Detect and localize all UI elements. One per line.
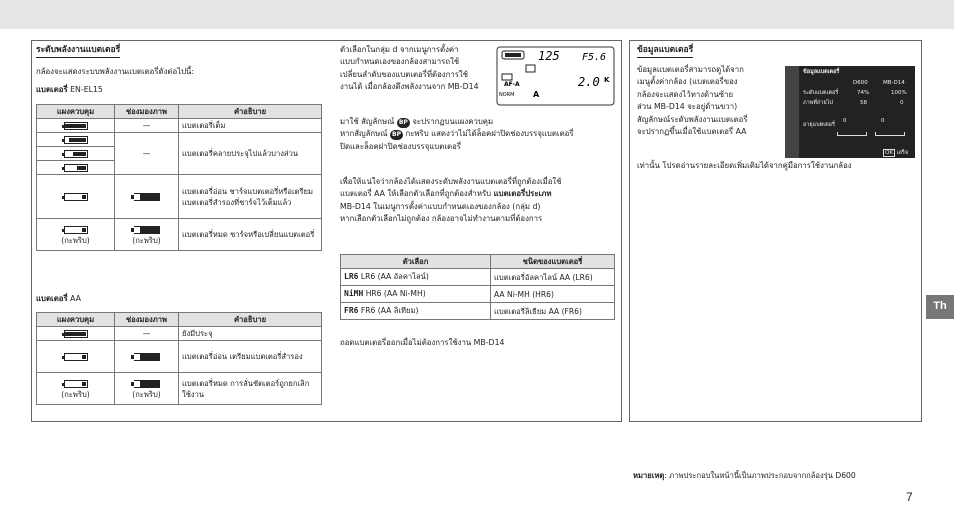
battery-exhausted-icon: [64, 226, 88, 234]
battery-40-icon: [64, 164, 88, 172]
svg-text:A: A: [533, 90, 540, 99]
battery-info-body: ข้อมูลแบตเตอรี่สามารถดูได้จาก เมนูตั้งค่ากล้อง (แบตเตอรี่ของ กล้องจะแสดงไว้ทางด้านซ้าย ส่วน MB-D14 จะอยู่ด้านขวา) สัญลักษณ์ระดับพลังงานแบตเตอรี่ จะปรากฏขึ้นเมื่อใช้แบตเตอรี่ AA: [637, 65, 748, 137]
bp-icon: BP: [398, 119, 408, 126]
en-el15-table: [36, 104, 322, 251]
footnote: หมายเหตุ: ภาพประกอบในหน้านี้เป็นภาพประกอบจากกล้องรุ่น D600: [633, 471, 856, 480]
section-intro: กล้องจะแสดงระบบพลังงานแบตเตอรี่ดังต่อไปนี้:: [36, 67, 194, 76]
table-row: แบตเตอรี่อ่อน เตรียมแบตเตอรี่สำรอง: [37, 341, 322, 373]
svg-text:K: K: [604, 76, 610, 84]
battery-80-icon: [64, 136, 88, 144]
viewfinder-battery-exhausted-icon: [134, 226, 160, 234]
table-row: (กะพริบ) (กะพริบ) แบตเตอรี่หมด การลั่นชัตเตอร์ถูกยกเลิกใช้งาน: [37, 373, 322, 405]
battery-60-icon: [64, 150, 88, 158]
table-row: (กะพริบ) (กะพริบ) แบตเตอรี่หมด ชาร์จหรือเปลี่ยนแบตเตอรี่: [37, 219, 322, 251]
battery-full-icon: [64, 122, 88, 130]
fr6-icon: FR6: [344, 306, 359, 316]
table-row: แบตเตอรี่อ่อน ชาร์จแบตเตอรี่หรือเตรียมแบตเตอรี่สำรองที่ชาร์จไว้เต็มแล้ว: [37, 175, 322, 219]
section-title: ระดับพลังงานแบตเตอรี่: [36, 44, 120, 58]
table-row: NiMH HR6 (AA Ni-MH) AA Ni-MH (HR6): [341, 286, 615, 303]
col-control-panel: แผงควบคุม: [37, 105, 115, 119]
page-number: 7: [906, 490, 913, 504]
mb-d14-paragraph: ตัวเลือกในกลุ่ม d จากเมนูการตั้งค่า แบบกำหนดเองของกล้องสามารถใช้ เปลี่ยนลำดับของแบตเตอรี่ที่ต้องการใช้ งานได้ เมื่อกล้องดึงพลังงานจาก MB-D14: [340, 45, 479, 92]
aa-heading: แบตเตอรี่ AA: [36, 294, 82, 303]
battery-exhausted-icon: [64, 380, 88, 388]
battery-info-section: ข้อมูลแบตเตอรี่: [637, 44, 693, 58]
remove-battery-note: ถอดแบตเตอรี่ออกเมื่อไม่ต้องการใช้งาน MB-D14: [340, 338, 505, 347]
battery-type-paragraph: เพื่อให้แน่ใจว่ากล้องได้แสดงระดับพลังงานแบตเตอรี่ที่ถูกต้องเมื่อใช้ แบตเตอรี่ AA ให้เลือกตัวเลือกที่ถูกต้องสำหรับ แบตเตอรี่ประเภท MB-D14 ในเมนูการตั้งค่าแบบกำหนดเองของกล้อง (กลุ่ม d) หากเลือกตัวเลือกไม่ถูกต้อง กล้องอาจไม่ทำงานตามที่ต้องการ: [340, 177, 562, 224]
svg-text:NORM: NORM: [499, 92, 515, 98]
battery-level-section: [36, 44, 120, 58]
svg-text:2.0: 2.0: [578, 75, 600, 89]
viewfinder-battery-low-icon: [134, 193, 160, 201]
camera-menu-screenshot: ข้อมูลแบตเตอรี่ D600 MB-D14 ระดับแบตเตอรี่ 74% 100% ภาพที่ถ่ายไป 58 0 อายุแบตเตอรี่ 0 0 OK เสร็จ: [785, 66, 915, 158]
viewfinder-battery-exhausted-icon: [134, 380, 160, 388]
battery-info-body-last: เท่านั้น โปรดอ่านรายละเอียดเพิ่มเติมได้จากคู่มือการใช้งานกล้อง: [637, 161, 852, 170]
table-row: — แบตเตอรี่เต็ม: [37, 119, 322, 133]
col-description: คำอธิบาย: [179, 105, 322, 119]
svg-text:AF-A: AF-A: [504, 81, 520, 88]
table-row: — ยังมีประจุ: [37, 327, 322, 341]
battery-full-icon: [64, 330, 88, 338]
mb-d14-paragraph-cont: มาใช้ สัญลักษณ์ BP จะปรากฏบนแผงควบคุม หากสัญลักษณ์ BP กะพริบ แสดงว่าไม่ได้ล็อคฝาปิดช่องบรรจุแบตเตอรี่ ปิดและล็อคฝาปิดช่องบรรจุแบตเตอรี่: [340, 117, 574, 151]
battery-low-icon: [64, 353, 88, 361]
svg-text:F5.6: F5.6: [582, 52, 607, 63]
language-tab: Th: [926, 295, 954, 319]
nimh-icon: NiMH: [344, 289, 364, 299]
col-viewfinder: ช่องมองภาพ: [115, 105, 179, 119]
bp-icon: BP: [392, 131, 401, 139]
aa-table: แผงควบคุม ช่องมองภาพ คำอธิบาย — ยังมีประจุ แบตเตอรี่อ่อน เตรียมแบตเตอรี่สำรอง (กะพริบ) (กะพริบ) แบตเตอรี่หมด การลั่นชัตเตอร์ถูกยกเลิกใช้งาน: [36, 312, 322, 405]
battery-type-table: ตัวเลือก ชนิดของแบตเตอรี่ LR6 LR6 (AA อัลคาไลน์) แบตเตอรี่อัลคาไลน์ AA (LR6) NiMH HR6 (AA Ni-MH) AA Ni-MH (HR6) FR6 FR6 (AA ลิเทียม) แบตเตอรี่ลิเธียม AA (FR6): [340, 254, 615, 320]
viewfinder-battery-low-icon: [134, 353, 160, 361]
table-row: FR6 FR6 (AA ลิเทียม) แบตเตอรี่ลิเธียม AA (FR6): [341, 303, 615, 320]
battery-low-icon: [64, 193, 88, 201]
en-el15-heading: แบตเตอรี่ EN-EL15: [36, 85, 103, 94]
control-panel-illustration: [496, 46, 615, 106]
table-row: LR6 LR6 (AA อัลคาไลน์) แบตเตอรี่อัลคาไลน์ AA (LR6): [341, 269, 615, 286]
lr6-icon: LR6: [344, 272, 359, 282]
header-band: [0, 0, 954, 29]
svg-text:125: 125: [538, 49, 560, 63]
table-row: — แบตเตอรี่คลายประจุไปแล้วบางส่วน: [37, 133, 322, 147]
